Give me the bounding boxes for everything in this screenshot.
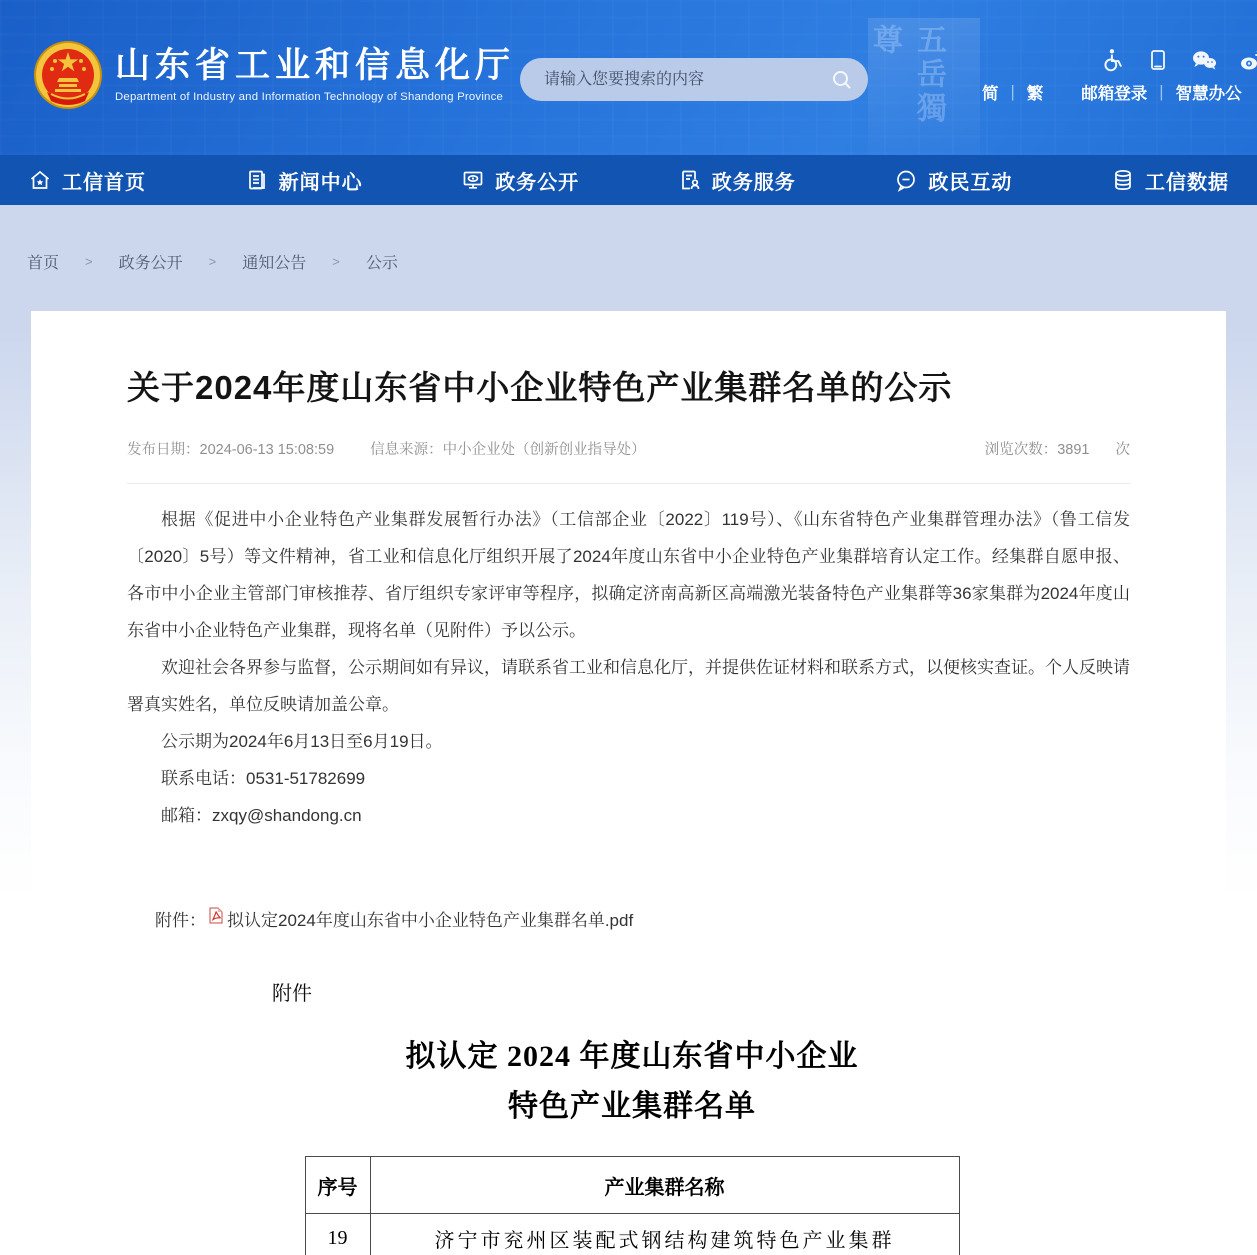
article-card (31, 311, 1226, 1255)
mail-login-link[interactable]: 邮箱登录 (1081, 85, 1148, 103)
view-count (985, 438, 1130, 459)
publish-date-label: 发布日期： (127, 442, 200, 459)
meta-divider (127, 483, 1130, 484)
view-count-label: 浏览次数： (984, 442, 1058, 459)
table-header-row (305, 1157, 959, 1214)
lang-traditional[interactable]: 繁 (1026, 85, 1044, 103)
info-source (370, 438, 646, 459)
lang-simplified[interactable]: 简 (982, 85, 999, 103)
nav-label: 政务服务 (711, 171, 796, 194)
breadcrumb-notices[interactable]: 通知公告 (242, 255, 307, 272)
breadcrumb-separator: > (332, 254, 340, 269)
doc-title-line1: 拟认定 2024 年度山东省中小企业 (405, 1040, 859, 1074)
attachment-document-preview (272, 977, 992, 1255)
news-icon (245, 168, 269, 192)
search-input[interactable] (542, 70, 830, 90)
service-icon (678, 168, 702, 192)
nav-item-news[interactable] (245, 166, 363, 195)
article-paragraph: 联系电话：0531-51782699 (161, 769, 366, 789)
site-title: 山东省工业和信息化厅 (115, 45, 516, 85)
page-title: 关于2024年度山东省中小企业特色产业集群名单的公示 (127, 369, 953, 406)
breadcrumb-gov-open[interactable]: 政务公开 (118, 255, 183, 272)
table-cell-name: 济宁市兖州区装配式钢结构建筑特色产业集群 (370, 1214, 959, 1255)
breadcrumb-home[interactable]: 首页 (27, 255, 60, 272)
nav-label: 政民互动 (928, 171, 1013, 194)
article-body (127, 501, 1130, 834)
table-header-index: 序号 (305, 1157, 370, 1214)
nav-item-interaction[interactable] (894, 166, 1012, 195)
nav-label: 工信首页 (62, 171, 146, 194)
nav-item-data[interactable] (1111, 166, 1229, 195)
breadcrumb (0, 205, 1257, 273)
publish-date-value: 2024-06-13 15:08:59 (199, 442, 335, 459)
info-source-label: 信息来源： (370, 442, 443, 459)
attachment-label: 附件： (155, 911, 206, 931)
header-stone-decoration: 五岳獨尊 (868, 18, 980, 155)
doc-title (272, 1032, 992, 1132)
table-row (305, 1214, 959, 1255)
doc-label: 附件 (272, 983, 312, 1006)
article-paragraph: 欢迎社会各界参与监督，公示期间如有异议，请联系省工业和信息化厅，并提供佐证材料和联系方式，以便核实查证。个人反映请署真实姓名，单位反映请加盖公章。 (127, 658, 1130, 715)
links-separator: | (1010, 82, 1015, 101)
attachment-row (127, 906, 1130, 931)
info-source-value: 中小企业处（创新创业指导处） (442, 442, 646, 459)
nav-item-gov-service[interactable] (678, 166, 796, 195)
smart-office-link[interactable]: 智慧办公 (1175, 85, 1242, 103)
nav-label: 工信数据 (1144, 171, 1229, 194)
nav-label: 政务公开 (495, 171, 580, 194)
national-emblem-icon (33, 40, 103, 110)
accessibility-icon[interactable] (1100, 47, 1126, 73)
attachment-file-link[interactable]: 拟认定2024年度山东省中小企业特色产业集群名单.pdf (227, 911, 634, 931)
search-box[interactable] (520, 58, 868, 101)
links-separator: | (1159, 82, 1164, 101)
weibo-icon[interactable] (1238, 47, 1257, 73)
main-nav (0, 155, 1257, 205)
table-header-name: 产业集群名称 (370, 1157, 959, 1214)
table-cell-index: 19 (305, 1214, 370, 1255)
article-paragraph: 公示期为2024年6月13日至6月19日。 (161, 732, 443, 752)
site-subtitle: Department of Industry and Information Technology of Shandong Province (115, 91, 504, 104)
view-count-unit: 次 (1115, 442, 1130, 459)
nav-item-gov-open[interactable] (461, 166, 579, 195)
mobile-icon[interactable] (1146, 47, 1170, 73)
cluster-table (305, 1156, 960, 1255)
site-logo[interactable] (33, 40, 515, 110)
pdf-icon (208, 907, 224, 924)
chat-icon (894, 168, 918, 192)
article-meta (127, 438, 1130, 459)
article-paragraph: 邮箱：zxqy@shandong.cn (161, 806, 362, 826)
site-header (0, 0, 1257, 155)
view-count-value: 3891 (1057, 442, 1090, 459)
article-paragraph: 根据《促进中小企业特色产业集群发展暂行办法》（工信部企业〔2022〕119号）、《山东省特色产业集群管理办法》（鲁工信发〔2020〕5号）等文件精神，省工业和信息化厅组织开展了2024年度山东省中小企业特色产业集群培育认定工作。经集群自愿申报、各市中小企业主管部门审核推荐、省厅组织专家评审等程序，拟确定济南高新区高端激光装备特色产业集群等36家集群为2024年度山东省中小企业特色产业集群，现将名单（见附件）予以公示。 (127, 510, 1130, 641)
home-icon (28, 168, 52, 192)
search-icon[interactable] (830, 68, 854, 92)
database-icon (1111, 168, 1135, 192)
monitor-icon (461, 168, 485, 192)
breadcrumb-separator: > (208, 254, 217, 269)
doc-title-line2: 特色产业集群名单 (508, 1090, 756, 1124)
wechat-icon[interactable] (1190, 47, 1218, 73)
breadcrumb-current: 公示 (365, 255, 398, 272)
publish-date (127, 438, 334, 459)
breadcrumb-separator: > (85, 254, 93, 269)
nav-item-home[interactable] (28, 166, 146, 195)
nav-label: 新闻中心 (278, 171, 363, 194)
